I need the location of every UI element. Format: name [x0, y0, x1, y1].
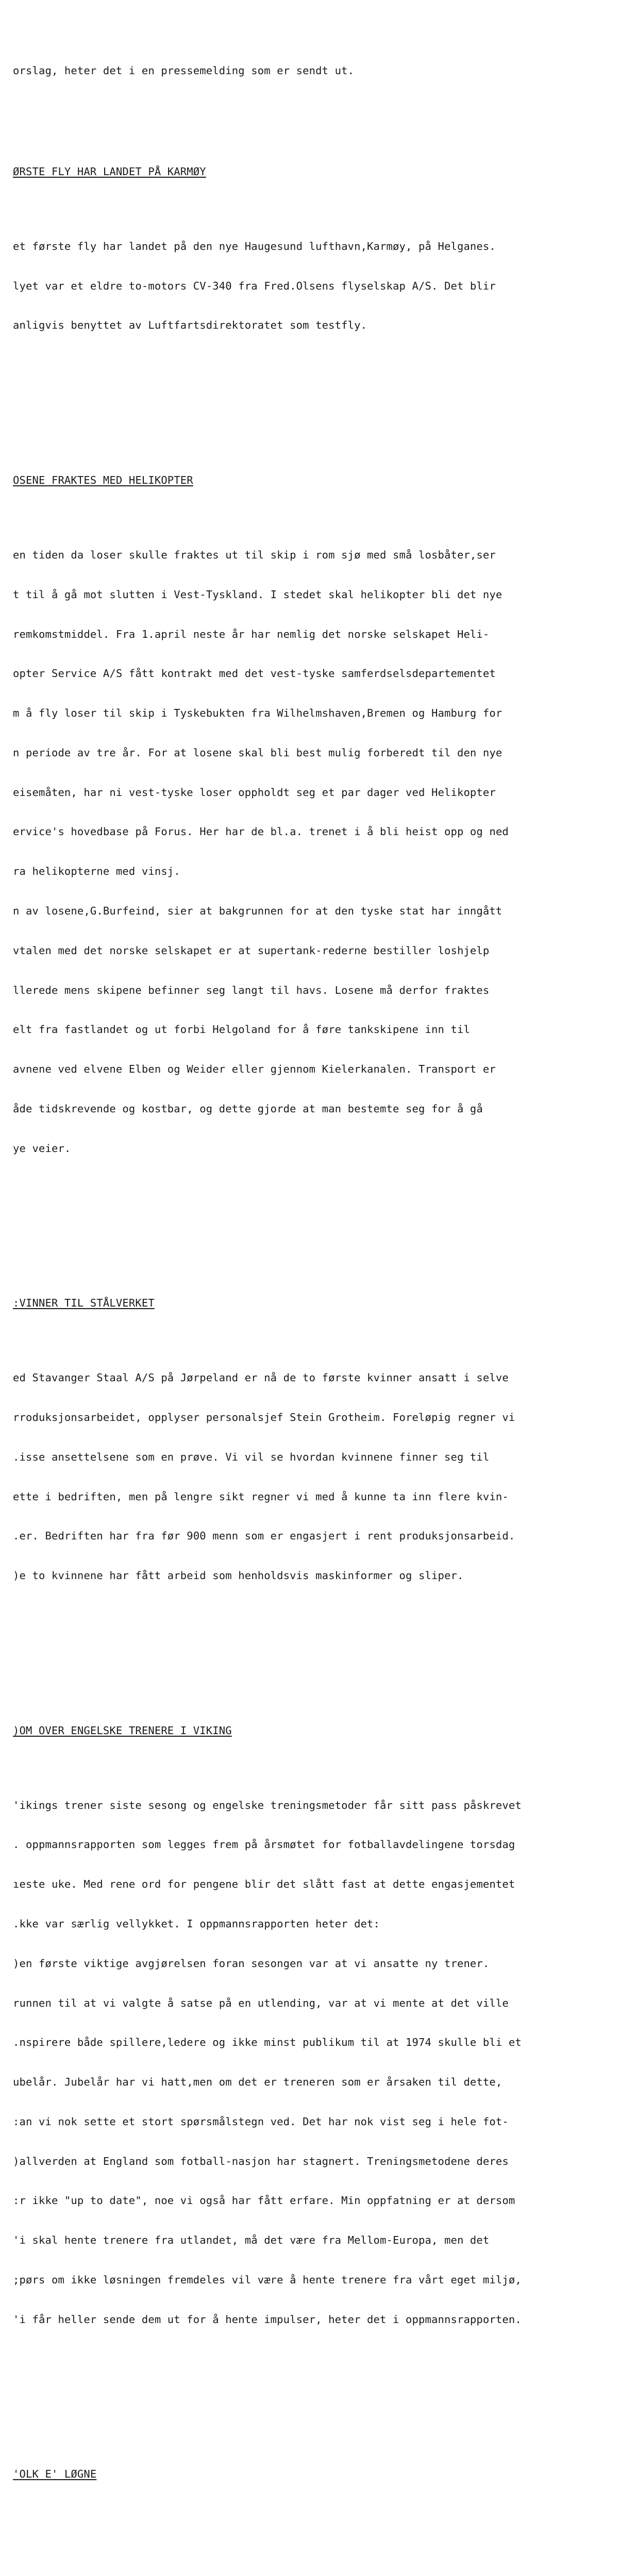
body-line: t til å gå mot slutten i Vest-Tyskland. I stedet skal helikopter bli det nye — [13, 588, 503, 601]
body-line: eisemåten, har ni vest-tyske loser oppholdt seg et par dager ved Helikopter — [13, 786, 496, 799]
body-line: .kke var særlig vellykket. I oppmannsrapporten heter det: — [13, 1917, 380, 1930]
body-line: )e to kvinnene har fått arbeid som henholdsvis maskinformer og sliper. — [13, 1569, 464, 1582]
body-line: ra helikopterne med vinsj. — [13, 865, 180, 878]
body-line: opter Service A/S fått kontrakt med det vest-tyske samferdselsdepartementet — [13, 667, 496, 680]
body-line: 'ikings trener siste sesong og engelske treningsmetoder får sitt pass påskrevet — [13, 1799, 522, 1811]
document-page — [13, 25, 629, 2576]
body-line: åde tidskrevende og kostbar, og dette gjorde at man bestemte seg for å gå — [13, 1102, 483, 1115]
body-line: :an vi nok sette et stort spørsmålstegn ved. Det har nok vist seg i hele fot- — [13, 2115, 509, 2128]
body-line: n periode av tre år. For at losene skal bli best mulig forberedt til den nye — [13, 746, 503, 759]
body-line: et første fly har landet på den nye Haugesund lufthavn,Karmøy, på Helganes. — [13, 240, 496, 252]
section-body — [13, 522, 629, 1182]
body-line: .er. Bedriften har fra før 900 menn som er engasjert i rent produksjonsarbeid. — [13, 1530, 515, 1543]
section-body — [13, 1772, 629, 2352]
body-line: en tiden da loser skulle fraktes ut til skip i rom sjø med små losbåter,ser — [13, 548, 496, 561]
body-line: 'i får heller sende dem ut for å hente impulser, heter det i oppmannsrapporten. — [13, 2313, 522, 2326]
section-heading: )OM OVER ENGELSKE TRENERE I VIKING — [13, 1724, 232, 1737]
section-viking — [13, 1698, 629, 2388]
body-line: lyet var et eldre to-motors CV-340 fra Fred.Olsens flyselskap A/S. Det blir — [13, 279, 496, 292]
body-line: llerede mens skipene befinner seg langt til havs. Losene må derfor fraktes — [13, 984, 490, 996]
body-line: elt fra fastlandet og ut forbi Helgoland for å føre tankskipene inn til — [13, 1023, 470, 1036]
body-line: ıeste uke. Med rene ord for pengene blir det slått fast at dette engasjementet — [13, 1878, 515, 1891]
body-line: n av losene,G.Burfeind, sier at bakgrunnen for at den tyske stat har inngått — [13, 905, 503, 917]
body-line: remkomstmiddel. Fra 1.april neste år har nemlig det norske selskapet Heli- — [13, 628, 490, 640]
body-line: ubelår. Jubelår har vi hatt,men om det er treneren som er årsaken til dette, — [13, 2076, 503, 2089]
section-heading: :VINNER TIL STÅLVERKET — [13, 1297, 155, 1310]
section-heading: ØRSTE FLY HAR LANDET PÅ KARMØY — [13, 165, 206, 178]
body-line: ed Stavanger Staal A/S på Jørpeland er nå de to første kvinner ansatt i selve — [13, 1371, 509, 1384]
section-body — [13, 1345, 629, 1609]
body-line: ;pørs om ikke løsningen fremdeles vil være å hente trenere fra vårt eget miljø, — [13, 2273, 522, 2286]
body-line: avnene ved elvene Elben og Weider eller gjennom Kielerkanalen. Transport er — [13, 1063, 496, 1076]
section-karmoy — [13, 139, 629, 395]
body-line: :r ikke "up to date", noe vi også har fått erfare. Min oppfatning er at dersom — [13, 2194, 515, 2207]
body-line: . oppmannsrapporten som legges frem på årsmøtet for fotballavdelingene torsdag — [13, 1838, 515, 1851]
body-line: )en første viktige avgjørelsen foran sesongen var at vi ansatte ny trener. — [13, 1957, 490, 1970]
body-line: m å fly loser til skip i Tyskebukten fra Wilhelmshaven,Bremen og Hamburg for — [13, 707, 503, 720]
section-helikopter — [13, 448, 629, 1218]
section-heading: 'OLK E' LØGNE — [13, 2468, 97, 2481]
body-line: ye veier. — [13, 1142, 71, 1155]
body-line: anligvis benyttet av Luftfartsdirektoratet som testfly. — [13, 319, 367, 332]
section-body — [13, 2553, 629, 2576]
body-line: ervice's hovedbase på Forus. Her har de bl.a. trenet i å bli heist opp og ned — [13, 825, 509, 838]
section-stalverket — [13, 1270, 629, 1645]
section-heading: OSENE FRAKTES MED HELIKOPTER — [13, 474, 193, 486]
body-line: rroduksjonsarbeidet, opplyser personalsjef Stein Grotheim. Foreløpig regner vi — [13, 1411, 515, 1423]
body-line: .isse ansettelsene som en prøve. Vi vil se hvordan kvinnene finner seg til — [13, 1450, 490, 1463]
body-line: runnen til at vi valgte å satse på en utlending, var at vi mente at det ville — [13, 1996, 509, 2009]
body-line: 'i skal hente trenere fra utlandet, må det være fra Mellom-Europa, men det — [13, 2234, 490, 2247]
body-line: .nspirere både spillere,ledere og ikke minst publikum til at 1974 skulle bli et — [13, 2036, 522, 2049]
section-folk-e-logne — [13, 2442, 629, 2576]
body-line: )allverden at England som fotball-nasjon har stagnert. Treningsmetodene deres — [13, 2155, 509, 2167]
intro-line: orslag, heter det i en pressemelding som er sendt ut. — [13, 64, 355, 77]
body-line: ette i bedriften, men på lengre sikt regner vi med å kunne ta inn flere kvin- — [13, 1490, 509, 1503]
section-body — [13, 214, 629, 359]
body-line: vtalen med det norske selskapet er at supertank-rederne bestiller loshjelp — [13, 944, 490, 957]
